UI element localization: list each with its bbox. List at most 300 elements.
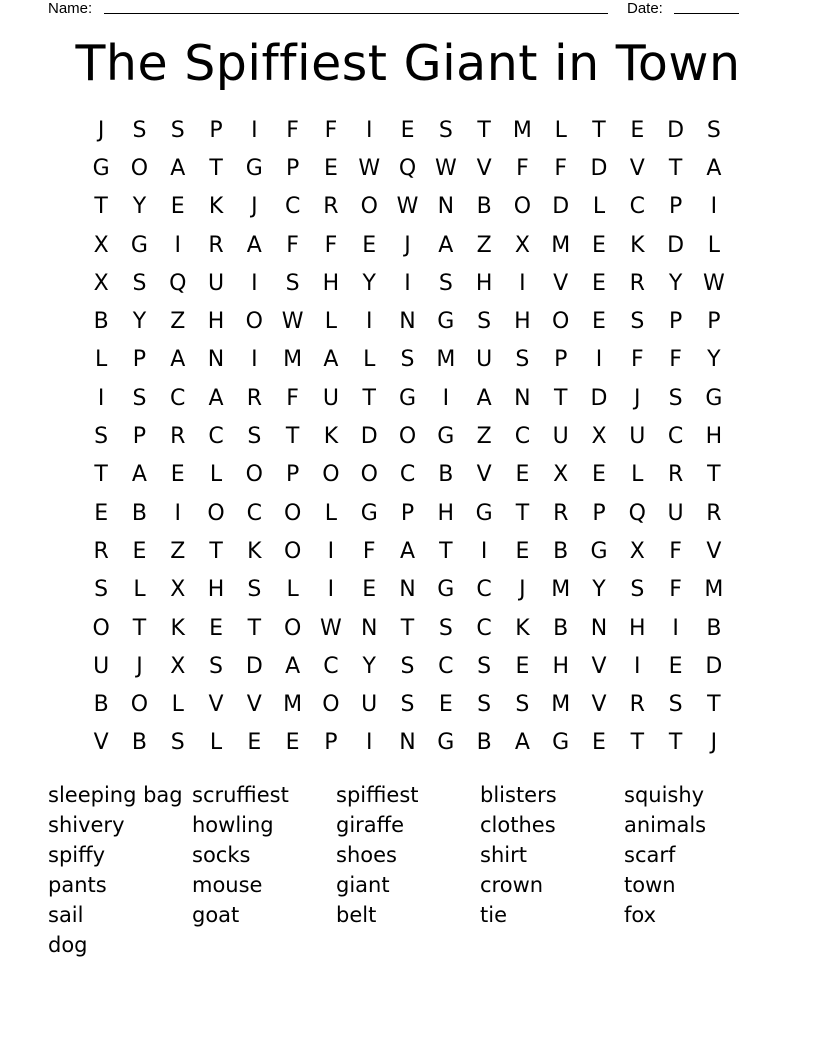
grid-letter: F bbox=[362, 538, 376, 564]
grid-letter: E bbox=[94, 500, 109, 526]
word-list-item: squishy bbox=[624, 783, 705, 807]
grid-letter: S bbox=[515, 347, 530, 373]
word-list-item: pants bbox=[48, 873, 107, 897]
grid-letter: Y bbox=[132, 194, 147, 220]
grid-letter: S bbox=[630, 577, 645, 603]
grid-letter: O bbox=[552, 309, 570, 335]
word-list-item: sleeping bag bbox=[48, 783, 183, 807]
grid-letter: C bbox=[323, 653, 339, 679]
grid-letter: T bbox=[362, 385, 376, 411]
name-blank-line bbox=[104, 13, 608, 14]
grid-letter: P bbox=[285, 462, 300, 488]
grid-letter: P bbox=[324, 730, 338, 756]
grid-letter: S bbox=[400, 692, 415, 718]
grid-letter: P bbox=[132, 424, 147, 450]
grid-letter: N bbox=[399, 730, 416, 756]
grid-letter: F bbox=[324, 232, 338, 258]
grid-letter: U bbox=[322, 385, 339, 411]
grid-letter: W bbox=[434, 155, 457, 181]
word-list-item: howling bbox=[192, 813, 274, 837]
grid-letter: A bbox=[323, 347, 339, 373]
grid-letter: P bbox=[707, 309, 721, 335]
grid-letter: B bbox=[706, 615, 722, 641]
grid-letter: F bbox=[669, 538, 682, 564]
grid-letter: G bbox=[360, 500, 378, 526]
grid-letter: A bbox=[706, 155, 722, 181]
word-list-item: mouse bbox=[192, 873, 263, 897]
word-list-item: scarf bbox=[624, 843, 676, 867]
grid-letter: S bbox=[668, 385, 683, 411]
grid-letter: I bbox=[519, 270, 526, 296]
grid-letter: M bbox=[283, 347, 303, 373]
grid-letter: T bbox=[515, 500, 530, 526]
grid-letter: S bbox=[170, 730, 185, 756]
grid-letter: J bbox=[97, 117, 105, 143]
grid-letter: A bbox=[476, 385, 492, 411]
grid-letter: B bbox=[553, 538, 569, 564]
grid-letter: N bbox=[207, 347, 225, 373]
grid-letter: X bbox=[591, 424, 607, 450]
grid-letter: P bbox=[400, 500, 415, 526]
grid-letter: Q bbox=[169, 270, 187, 296]
grid-letter: Z bbox=[476, 232, 492, 258]
grid-letter: S bbox=[706, 117, 721, 143]
grid-letter: E bbox=[362, 232, 377, 258]
grid-letter: F bbox=[554, 155, 568, 181]
grid-letter: E bbox=[592, 462, 606, 488]
grid-letter: E bbox=[515, 462, 530, 488]
word-list-item: spiffiest bbox=[336, 783, 419, 807]
grid-letter: M bbox=[283, 692, 303, 718]
grid-letter: T bbox=[94, 194, 108, 220]
grid-letter: E bbox=[515, 653, 530, 679]
grid-letter: M bbox=[512, 117, 532, 143]
grid-letter: W bbox=[320, 615, 342, 641]
grid-letter: M bbox=[704, 577, 724, 603]
grid-letter: X bbox=[170, 653, 186, 679]
grid-letter: T bbox=[477, 117, 491, 143]
word-list-item: goat bbox=[192, 903, 240, 927]
grid-letter: E bbox=[592, 309, 606, 335]
grid-letter: A bbox=[285, 653, 301, 679]
grid-letter: S bbox=[132, 385, 147, 411]
grid-letter: L bbox=[133, 577, 146, 603]
grid-letter: U bbox=[93, 653, 110, 679]
grid-letter: A bbox=[438, 232, 454, 258]
grid-letter: A bbox=[170, 347, 186, 373]
word-list-item: tie bbox=[480, 903, 507, 927]
letter-grid bbox=[82, 111, 733, 762]
grid-letter: N bbox=[360, 615, 378, 641]
grid-letter: E bbox=[170, 462, 185, 488]
grid-letter: D bbox=[590, 155, 608, 181]
grid-letter: I bbox=[672, 615, 679, 641]
grid-letter: T bbox=[668, 730, 683, 756]
grid-letter: O bbox=[92, 615, 110, 641]
grid-letter: E bbox=[323, 155, 338, 181]
date-blank-line bbox=[674, 13, 739, 14]
grid-letter: U bbox=[629, 424, 646, 450]
grid-letter: G bbox=[437, 309, 455, 335]
grid-letter: C bbox=[629, 194, 645, 220]
grid-letter: F bbox=[669, 347, 682, 373]
grid-letter: C bbox=[438, 653, 454, 679]
grid-letter: V bbox=[476, 155, 492, 181]
grid-letter: O bbox=[245, 462, 263, 488]
grid-letter: T bbox=[707, 692, 721, 718]
grid-letter: F bbox=[286, 385, 299, 411]
grid-letter: O bbox=[360, 194, 378, 220]
grid-letter: E bbox=[285, 730, 300, 756]
grid-letter: S bbox=[209, 653, 224, 679]
grid-letter: B bbox=[131, 730, 147, 756]
grid-letter: D bbox=[705, 653, 723, 679]
grid-letter: D bbox=[667, 232, 685, 258]
grid-letter: G bbox=[552, 730, 570, 756]
grid-letter: X bbox=[93, 270, 109, 296]
grid-letter: W bbox=[358, 155, 381, 181]
grid-letter: X bbox=[629, 538, 645, 564]
grid-letter: E bbox=[592, 232, 606, 258]
grid-letter: I bbox=[365, 117, 373, 143]
grid-letter: G bbox=[437, 577, 455, 603]
grid-letter: S bbox=[477, 309, 492, 335]
grid-letter: C bbox=[476, 577, 492, 603]
grid-letter: T bbox=[592, 117, 606, 143]
grid-letter: D bbox=[667, 117, 685, 143]
grid-letter: R bbox=[706, 500, 722, 526]
grid-letter: P bbox=[668, 194, 683, 220]
worksheet-header bbox=[0, 0, 816, 20]
grid-letter: O bbox=[360, 462, 378, 488]
grid-letter: J bbox=[710, 730, 718, 756]
grid-letter: O bbox=[283, 615, 302, 641]
grid-letter: H bbox=[207, 577, 225, 603]
grid-letter: I bbox=[595, 347, 603, 373]
grid-letter: I bbox=[480, 538, 488, 564]
name-label: Name: bbox=[48, 0, 93, 17]
grid-letter: R bbox=[93, 538, 109, 564]
word-list-item: crown bbox=[480, 873, 544, 897]
grid-letter: O bbox=[398, 424, 417, 450]
grid-letter: Y bbox=[668, 270, 683, 296]
grid-letter: C bbox=[399, 462, 416, 488]
grid-letter: O bbox=[283, 500, 302, 526]
grid-letter: P bbox=[132, 347, 147, 373]
grid-letter: R bbox=[246, 385, 262, 411]
word-list-item: town bbox=[624, 873, 676, 897]
grid-letter: X bbox=[93, 232, 109, 258]
word-list-item: shirt bbox=[480, 843, 527, 867]
grid-letter: B bbox=[476, 730, 492, 756]
grid-letter: I bbox=[404, 270, 411, 296]
grid-letter: S bbox=[477, 692, 492, 718]
grid-letter: C bbox=[208, 424, 224, 450]
grid-letter: J bbox=[136, 653, 143, 679]
grid-letter: I bbox=[251, 347, 258, 373]
grid-letter: G bbox=[475, 500, 493, 526]
grid-letter: W bbox=[281, 309, 304, 335]
grid-letter: F bbox=[324, 117, 338, 143]
grid-letter: S bbox=[400, 653, 415, 679]
grid-letter: R bbox=[323, 194, 339, 220]
grid-letter: E bbox=[630, 117, 645, 143]
grid-letter: O bbox=[322, 692, 340, 718]
grid-letter: K bbox=[323, 424, 339, 450]
grid-letter: E bbox=[247, 730, 262, 756]
grid-letter: O bbox=[513, 194, 532, 220]
grid-letter: S bbox=[170, 117, 185, 143]
grid-letter: U bbox=[667, 500, 684, 526]
grid-letter: W bbox=[703, 270, 725, 296]
grid-letter: B bbox=[131, 500, 147, 526]
grid-letter: S bbox=[438, 270, 453, 296]
grid-letter: R bbox=[629, 270, 645, 296]
grid-letter: Y bbox=[707, 347, 721, 373]
word-list-item: shivery bbox=[48, 813, 125, 837]
grid-letter: H bbox=[705, 424, 723, 450]
grid-letter: P bbox=[209, 117, 223, 143]
grid-letter: R bbox=[667, 462, 684, 488]
grid-letter: L bbox=[324, 309, 338, 335]
grid-letter: P bbox=[285, 155, 300, 181]
grid-letter: C bbox=[246, 500, 263, 526]
grid-letter: S bbox=[247, 577, 262, 603]
grid-letter: V bbox=[93, 730, 109, 756]
word-list-item: giraffe bbox=[336, 813, 405, 837]
grid-letter: V bbox=[553, 270, 569, 296]
grid-letter: O bbox=[130, 692, 149, 718]
grid-letter: B bbox=[476, 194, 492, 220]
word-list-item: socks bbox=[192, 843, 251, 867]
grid-letter: L bbox=[592, 194, 606, 220]
grid-letter: H bbox=[437, 500, 455, 526]
word-list-item: dog bbox=[48, 933, 88, 957]
grid-letter: K bbox=[208, 194, 224, 220]
grid-letter: Q bbox=[398, 155, 417, 181]
grid-letter: D bbox=[590, 385, 608, 411]
grid-letter: N bbox=[590, 615, 608, 641]
grid-letter: M bbox=[436, 347, 456, 373]
grid-letter: B bbox=[93, 309, 109, 335]
grid-letter: X bbox=[514, 232, 530, 258]
grid-letter: D bbox=[245, 653, 263, 679]
grid-letter: G bbox=[398, 385, 417, 411]
grid-letter: S bbox=[132, 270, 147, 296]
grid-letter: S bbox=[247, 424, 262, 450]
grid-letter: F bbox=[630, 347, 644, 373]
grid-letter: S bbox=[94, 577, 109, 603]
grid-letter: T bbox=[247, 615, 262, 641]
grid-letter: L bbox=[707, 232, 721, 258]
grid-letter: R bbox=[553, 500, 569, 526]
grid-letter: S bbox=[438, 117, 453, 143]
grid-letter: N bbox=[437, 194, 455, 220]
grid-letter: X bbox=[553, 462, 569, 488]
grid-letter: T bbox=[209, 538, 223, 564]
grid-letter: L bbox=[171, 692, 184, 718]
grid-letter: G bbox=[705, 385, 723, 411]
grid-letter: F bbox=[286, 232, 299, 258]
grid-letter: T bbox=[132, 615, 147, 641]
grid-letter: I bbox=[710, 194, 718, 220]
grid-letter: E bbox=[668, 653, 683, 679]
grid-letter: L bbox=[286, 577, 299, 603]
grid-letter: V bbox=[629, 155, 645, 181]
grid-letter: V bbox=[591, 653, 607, 679]
grid-letter: C bbox=[170, 385, 186, 411]
grid-letter: Y bbox=[592, 577, 606, 603]
grid-letter: I bbox=[365, 730, 373, 756]
date-label: Date: bbox=[627, 0, 663, 17]
grid-letter: G bbox=[92, 155, 110, 181]
grid-letter: I bbox=[251, 270, 258, 296]
grid-letter: B bbox=[553, 615, 569, 641]
grid-letter: E bbox=[592, 270, 606, 296]
grid-letter: H bbox=[629, 615, 646, 641]
grid-letter: I bbox=[174, 232, 181, 258]
grid-letter: T bbox=[285, 424, 300, 450]
grid-letter: V bbox=[591, 692, 607, 718]
grid-letter: E bbox=[592, 730, 606, 756]
grid-letter: E bbox=[438, 692, 453, 718]
word-list-item: scruffiest bbox=[192, 783, 289, 807]
grid-letter: N bbox=[399, 577, 416, 603]
grid-letter: K bbox=[170, 615, 185, 641]
grid-letter: K bbox=[630, 232, 645, 258]
word-list bbox=[48, 780, 768, 960]
grid-letter: Y bbox=[362, 270, 376, 296]
grid-letter: J bbox=[404, 232, 411, 258]
grid-letter: L bbox=[631, 462, 644, 488]
grid-letter: G bbox=[245, 155, 263, 181]
grid-letter: O bbox=[207, 500, 225, 526]
grid-letter: O bbox=[130, 155, 149, 181]
grid-letter: S bbox=[477, 653, 492, 679]
word-list-item: clothes bbox=[480, 813, 556, 837]
grid-letter: O bbox=[283, 538, 302, 564]
grid-letter: T bbox=[630, 730, 645, 756]
grid-letter: Z bbox=[476, 424, 492, 450]
grid-letter: B bbox=[438, 462, 454, 488]
grid-letter: K bbox=[515, 615, 530, 641]
grid-letter: V bbox=[208, 692, 224, 718]
grid-letter: F bbox=[286, 117, 299, 143]
grid-letter: M bbox=[551, 232, 571, 258]
grid-letter: E bbox=[400, 117, 415, 143]
grid-letter: F bbox=[669, 577, 682, 603]
grid-letter: E bbox=[362, 577, 377, 603]
grid-letter: I bbox=[327, 577, 335, 603]
grid-letter: H bbox=[514, 309, 531, 335]
grid-letter: E bbox=[132, 538, 147, 564]
grid-letter: S bbox=[630, 309, 645, 335]
grid-letter: B bbox=[93, 692, 109, 718]
grid-letter: T bbox=[209, 155, 223, 181]
grid-letter: A bbox=[131, 462, 147, 488]
grid-letter: T bbox=[400, 615, 415, 641]
grid-letter: U bbox=[207, 270, 225, 296]
grid-letter: R bbox=[629, 692, 645, 718]
grid-letter: M bbox=[551, 692, 571, 718]
grid-letter: P bbox=[554, 347, 568, 373]
word-list-item: animals bbox=[624, 813, 707, 837]
grid-letter: V bbox=[476, 462, 492, 488]
grid-letter: I bbox=[174, 500, 181, 526]
grid-letter: Z bbox=[170, 538, 186, 564]
grid-letter: S bbox=[400, 347, 415, 373]
grid-letter: C bbox=[476, 615, 492, 641]
grid-letter: A bbox=[399, 538, 416, 564]
grid-letter: H bbox=[475, 270, 493, 296]
word-list-item: sail bbox=[48, 903, 84, 927]
grid-letter: E bbox=[515, 538, 530, 564]
grid-letter: I bbox=[251, 117, 258, 143]
grid-letter: A bbox=[170, 155, 186, 181]
grid-letter: O bbox=[245, 309, 263, 335]
grid-letter: R bbox=[208, 232, 224, 258]
grid-letter: L bbox=[209, 730, 223, 756]
grid-letter: A bbox=[246, 232, 262, 258]
grid-letter: S bbox=[438, 615, 453, 641]
grid-letter: T bbox=[668, 155, 683, 181]
grid-letter: N bbox=[514, 385, 531, 411]
grid-letter: L bbox=[363, 347, 376, 373]
grid-letter: Q bbox=[628, 500, 646, 526]
grid-letter: U bbox=[361, 692, 378, 718]
grid-letter: W bbox=[396, 194, 419, 220]
grid-letter: Y bbox=[132, 309, 147, 335]
grid-letter: Y bbox=[362, 653, 376, 679]
grid-letter: R bbox=[170, 424, 186, 450]
grid-letter: A bbox=[208, 385, 224, 411]
grid-letter: M bbox=[551, 577, 571, 603]
grid-letter: L bbox=[95, 347, 108, 373]
grid-letter: S bbox=[285, 270, 300, 296]
grid-letter: U bbox=[476, 347, 493, 373]
grid-letter: L bbox=[554, 117, 567, 143]
grid-letter: L bbox=[209, 462, 223, 488]
word-list-item: belt bbox=[336, 903, 377, 927]
grid-letter: H bbox=[322, 270, 340, 296]
grid-letter: H bbox=[207, 309, 225, 335]
grid-letter: S bbox=[132, 117, 147, 143]
grid-letter: V bbox=[706, 538, 722, 564]
grid-letter: G bbox=[437, 730, 455, 756]
grid-letter: T bbox=[439, 538, 453, 564]
grid-letter: J bbox=[519, 577, 526, 603]
grid-letter: F bbox=[516, 155, 529, 181]
word-list-item: spiffy bbox=[48, 843, 106, 867]
grid-letter: J bbox=[251, 194, 258, 220]
grid-letter: I bbox=[365, 309, 373, 335]
grid-letter: A bbox=[514, 730, 530, 756]
grid-letter: I bbox=[97, 385, 105, 411]
grid-letter: C bbox=[667, 424, 684, 450]
grid-letter: L bbox=[324, 500, 338, 526]
grid-letter: T bbox=[94, 462, 108, 488]
grid-letter: J bbox=[634, 385, 641, 411]
word-list-item: blisters bbox=[480, 783, 557, 807]
grid-letter: C bbox=[284, 194, 301, 220]
grid-letter: S bbox=[515, 692, 530, 718]
word-list-item: fox bbox=[624, 903, 657, 927]
grid-letter: I bbox=[327, 538, 335, 564]
word-list-item: giant bbox=[336, 873, 390, 897]
grid-letter: T bbox=[553, 385, 568, 411]
grid-letter: K bbox=[247, 538, 262, 564]
grid-letter: E bbox=[170, 194, 185, 220]
